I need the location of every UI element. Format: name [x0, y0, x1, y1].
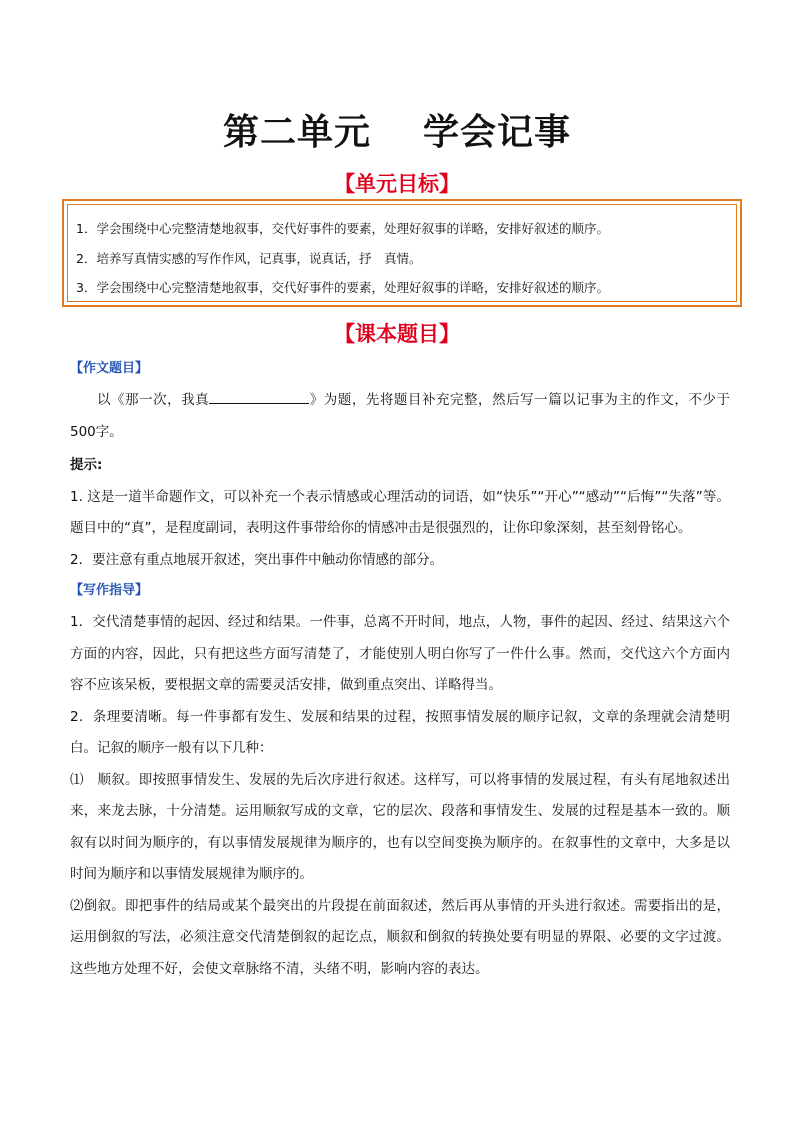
goal-item: 2．培养写真情实感的写作作风，记真事，说真话，抒 真情。: [76, 250, 422, 266]
prompt-text-after: 》为题，先将题目补充完整，然后写一篇以记事为主的作文，不少于500字。: [70, 392, 731, 440]
hint-item: 2．要注意有重点地展开叙述，突出事件中触动你情感的部分。: [70, 551, 444, 568]
goals-box: [62, 199, 742, 307]
topic-heading: 【课本题目】: [334, 322, 460, 346]
goal-item: 1．学会围绕中心完整清楚地叙事，交代好事件的要素，处理好叙事的详略，安排好叙述的顺序。: [76, 221, 609, 236]
fill-in-blank: [209, 389, 309, 404]
main-content: [70, 357, 730, 985]
prompt-text-before: 以《那一次，我真: [97, 392, 210, 408]
unit-title-part1: 第二单元: [222, 112, 371, 153]
guidance-item: 1．交代清楚事情的起因、经过和结果。一件事，总离不开时间，地点，人物，事件的起因、经过、结果这六个方面的内容，因此，只有把这些方面写清楚了，才能使别人明白你写了一件什么事。然而，交代这六个方面内容不应该呆板，要根据文章的需要灵活安排，做到重点突出、详略得当。: [70, 614, 730, 693]
goals-heading: 【单元目标】: [334, 172, 460, 196]
unit-title-part2: 学会记事: [423, 112, 572, 153]
guidance-item: ⑴ 顺叙。即按照事情发生、发展的先后次序进行叙述。这样写，可以将事情的发展过程，有头有尾地叙述出来，来龙去脉，十分清楚。运用顺叙写成的文章，它的层次、段落和事情发生、发展的过程是基本一致的。顺叙有以时间为顺序的，有以事情发展规律为顺序的，也有以空间变换为顺序的。在叙事性的文章中，大多是以时间为顺序和以事情发展规律为顺序的。: [70, 771, 730, 882]
guidance-item: ⑵倒叙。即把事件的结局或某个最突出的片段提在前面叙述，然后再从事情的开头进行叙述。需要指出的是，运用倒叙的写法，必须注意交代清楚倒叙的起讫点，顺叙和倒叙的转换处要有明显的界限、必要的文字过渡。这些地方处理不好，会使文章脉络不清，头绪不明，影响内容的表达。: [70, 897, 730, 977]
guidance-label: 【写作指导】: [70, 583, 149, 598]
composition-label: 【作文题目】: [70, 361, 149, 376]
composition-prompt: [70, 385, 730, 448]
unit-title: [0, 104, 794, 155]
guidance-item: 2．条理要清晰。每一件事都有发生、发展和结果的过程，按照事情发展的顺序记叙，文章的条理就会清楚明白。记叙的顺序一般有以下几种：: [70, 708, 730, 756]
hint-item: 1. 这是一道半命题作文，可以补充一个表示情感或心理活动的词语，如“快乐”“开心”“感动”“后悔”“失落”等。题目中的“真”，是程度副词，表明这件事带给你的情感冲击是很强烈的，让你印象深刻，甚至刻骨铭心。: [70, 488, 730, 536]
goal-item: 3．学会围绕中心完整清楚地叙事，交代好事件的要素，处理好叙事的详略，安排好叙述的顺序。: [76, 280, 609, 295]
goals-box-inner: [67, 204, 737, 302]
hints-label: 提示:: [70, 457, 103, 473]
